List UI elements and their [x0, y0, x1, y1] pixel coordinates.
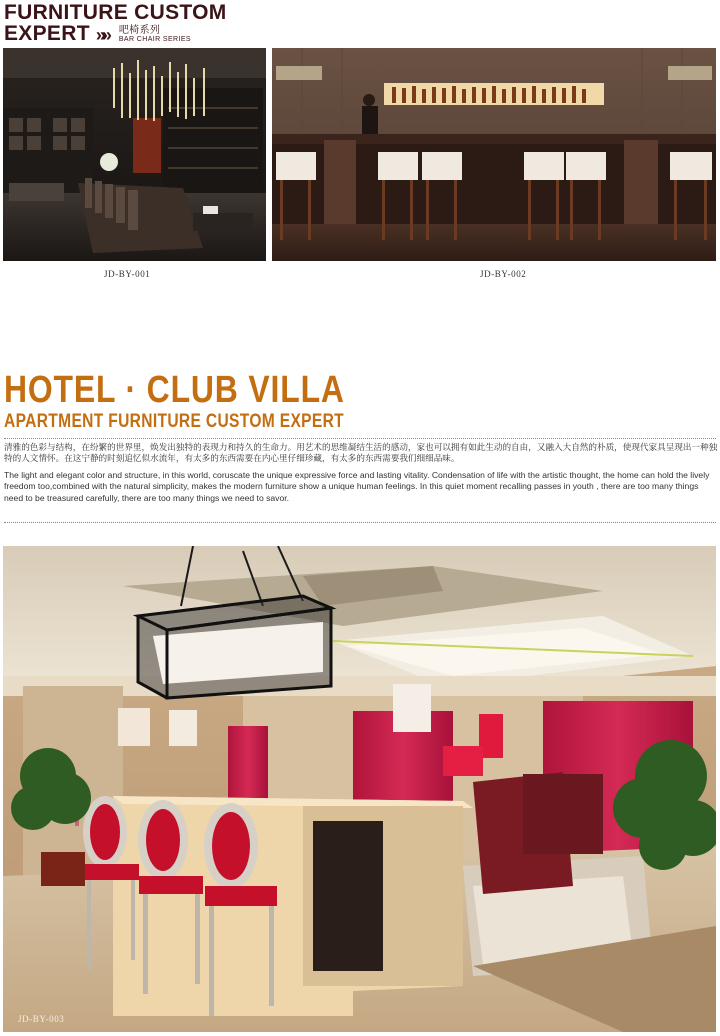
- series-label-cn: 吧椅系列: [118, 25, 161, 36]
- photo-club-lounge-003: [3, 546, 716, 1032]
- section-title: HOTEL · CLUB VILLA: [4, 369, 345, 411]
- section-subtitle: APARTMENT FURNITURE CUSTOM EXPERT: [4, 411, 345, 432]
- header-title-line1: FURNITURE CUSTOM: [4, 1, 227, 24]
- header-title-line2: EXPERT: [4, 22, 90, 45]
- description-en: The light and elegant color and structure, in this world, coruscate the unique expressive force and lasting vitality. Condensation of life with the artistic thought, the home can hold the lively freedom too,combined with the natural simplicity, makes the modern furniture show a unique human feelings. In this quiet moment recalling passes in youth , there are too many things need to be treasured carefully, there are too many things we need to savor.: [4, 470, 710, 503]
- photo-bar-interior-001: [3, 48, 266, 261]
- photo-code-003: JD-BY-003: [18, 1014, 65, 1024]
- photo-bar-counter-002: [272, 48, 716, 261]
- series-label-en: BAR CHAIR SERIES: [118, 36, 191, 43]
- brand-header: [4, 2, 227, 44]
- photo-code-002: JD-BY-002: [480, 269, 527, 279]
- divider-bottom: [4, 522, 716, 523]
- divider-top: [4, 438, 716, 439]
- chevron-right-icon: »»: [95, 25, 108, 45]
- description-cn: 清雅的色彩与结构，在纷繁的世界里，焕发出独特的表现力和持久的生命力。用艺术的思维凝结生活的感动，家也可以拥有如此生动的自由，又融入大自然的朴质，使现代家具呈现出一种独特的人文情怀。在这宁静的时刻追忆似水流年，有太多的东西需要在内心里仔细珍藏，有太多的东西需要我们细细品味。: [4, 442, 718, 464]
- photo-code-001: JD-BY-001: [104, 269, 151, 279]
